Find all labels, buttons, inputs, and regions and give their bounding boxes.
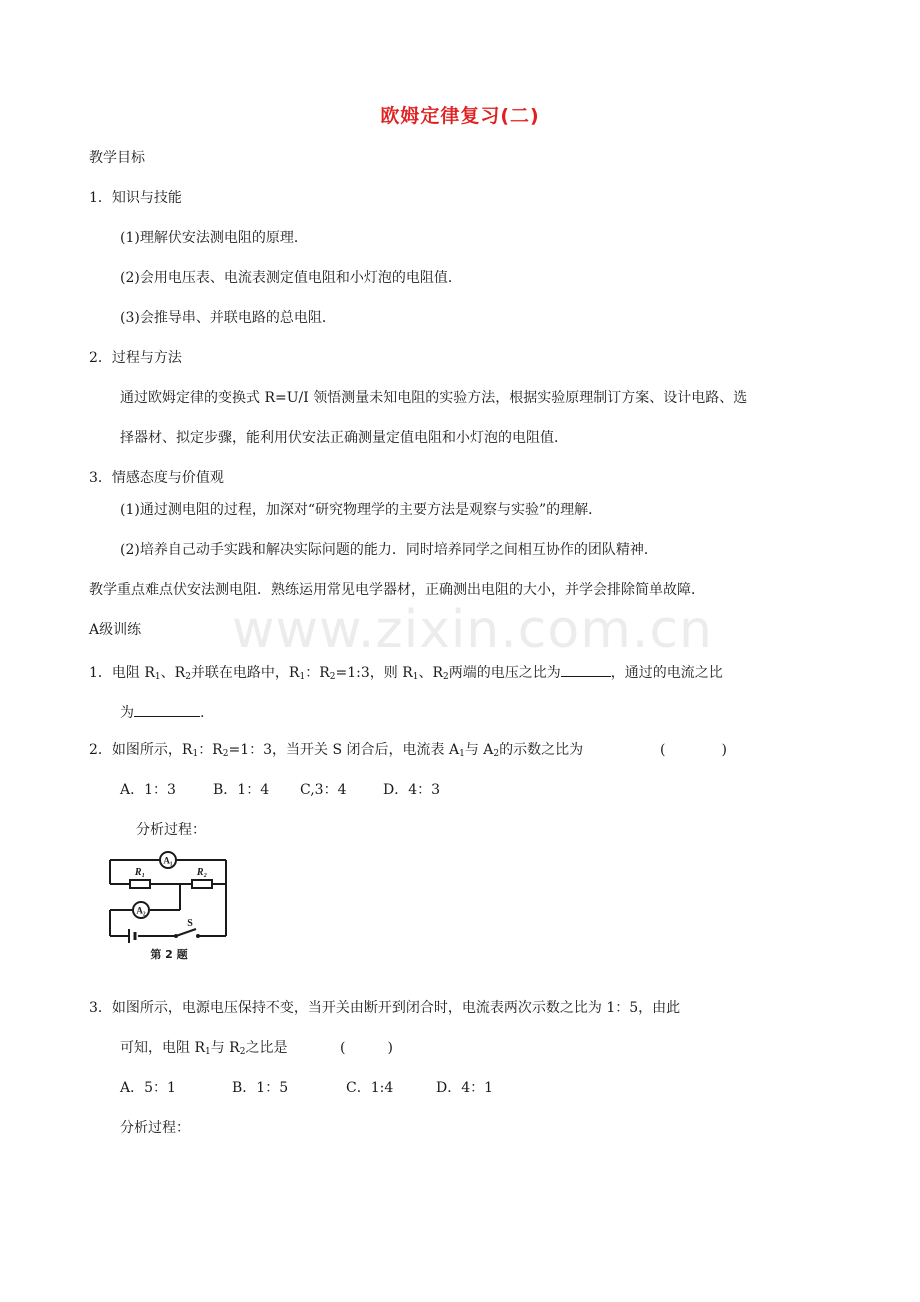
switch-label: S	[187, 918, 193, 929]
section1-item-3: (3)会推导串、并联电路的总电阻．	[120, 310, 336, 326]
answer-blank-2[interactable]	[134, 701, 200, 717]
question-3-option-c[interactable]: C．1:4	[346, 1080, 394, 1096]
section1-heading: 1．知识与技能	[89, 190, 182, 206]
question-2-answer-paren: ( )	[660, 742, 727, 758]
question-2-option-b[interactable]: B．1：4	[213, 782, 270, 798]
switch-contact	[196, 934, 200, 938]
question-2-stem: 2．如图所示，$R_1$：$R_2=1$：3，当开关 S 闭合后，电流表 $A_1$与 $A_2$的示数之比为	[89, 742, 584, 759]
r2-label: R₂	[196, 867, 208, 878]
r1-label: R₁	[134, 867, 146, 878]
question-2-option-a[interactable]: A．1：3	[120, 782, 176, 798]
question-1-line-1: 1．电阻 $R_1$、$R_2$并联在电路中，$R_1$：$R_2=1:3$，则 $R_1$、$R_2$两端的电压之比为 ，通过的电流之比	[89, 661, 723, 683]
key-points: 教学重点难点伏安法测电阻．熟练运用常见电学器材，正确测出电阻的大小，并学会排除简单故障．	[89, 582, 705, 598]
objectives-heading: 教学目标	[89, 150, 145, 166]
section2-heading: 2．过程与方法	[89, 350, 182, 366]
page-title: 欧姆定律复习(二)	[380, 105, 540, 127]
question-2-option-c[interactable]: C,3：4	[300, 782, 347, 798]
section3-item-2: (2)培养自己动手实践和解决实际问题的能力．同时培养同学之间相互协作的团队精神．	[120, 542, 658, 558]
section1-item-2: (2)会用电压表、电流表测定值电阻和小灯泡的电阻值．	[120, 270, 462, 286]
switch-pivot	[174, 934, 178, 938]
question-3-line-1: 3．如图所示，电源电压保持不变，当开关由断开到闭合时，电流表两次示数之比为 1：5，由此	[89, 1000, 681, 1016]
section2-line-1: 通过欧姆定律的变换式 R=U/I 领悟测量未知电阻的实验方法，根据实验原理制订方案、设计电路、选	[120, 390, 748, 406]
section3-heading: 3．情感态度与价值观	[89, 470, 224, 486]
section3-item-1: (1)通过测电阻的过程，加深对“研究物理学的主要方法是观察与实验”的理解．	[120, 502, 603, 518]
question-3-option-a[interactable]: A．5：1	[120, 1080, 176, 1096]
resistor-r1	[130, 880, 150, 888]
question-3-line-2: 可知，电阻 $R_1$与 $R_2$之比是	[120, 1040, 288, 1057]
watermark: www.zixin.com.cn	[232, 600, 713, 660]
question-2-analysis: 分析过程：	[136, 822, 206, 838]
section1-item-1: (1)理解伏安法测电阻的原理．	[120, 230, 308, 246]
question-3-option-b[interactable]: B．1：5	[232, 1080, 289, 1096]
resistor-r2	[192, 880, 212, 888]
answer-blank-1[interactable]	[561, 661, 611, 677]
ammeter-a1-label: A₁	[163, 855, 173, 866]
section2-line-2: 择器材、拟定步骤，能利用伏安法正确测量定值电阻和小灯泡的电阻值．	[120, 430, 568, 446]
question-3-analysis: 分析过程：	[120, 1120, 190, 1136]
question-2-option-d[interactable]: D．4：3	[383, 782, 441, 798]
training-heading: A级训练	[89, 622, 142, 638]
question-3-answer-paren: ( )	[340, 1040, 393, 1056]
figure-caption: 第 2 题	[150, 948, 188, 961]
ammeter-a2-label: A₂	[136, 905, 146, 916]
switch-lever	[176, 929, 196, 936]
question-1-line-2: 为 .	[120, 701, 204, 723]
question-3-option-d[interactable]: D．4：1	[436, 1080, 494, 1096]
circuit-diagram-q2	[104, 848, 234, 967]
